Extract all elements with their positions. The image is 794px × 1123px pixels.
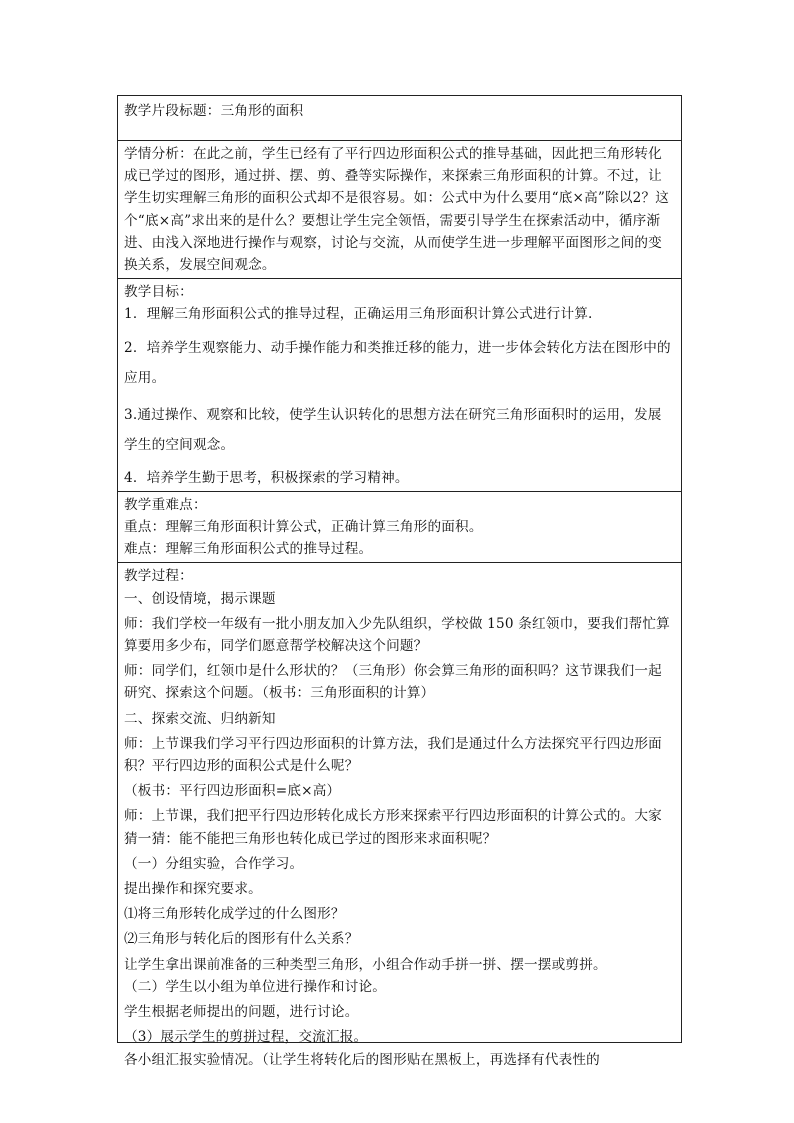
process-section-1: 一、创设情境，揭示课题 xyxy=(124,590,276,607)
process-paragraph: 师：我们学校一年级有一批小朋友加入少先队组织，学校做 150 条红领巾，要我们帮忙算算要用多少布，同学们愿意帮学校解决这个问题？ xyxy=(124,615,670,655)
analysis-row xyxy=(118,141,682,279)
process-subsection: （一）分组实验，合作学习。 xyxy=(124,855,304,872)
process-paragraph: 师：上节课，我们把平行四边形转化成长方形来探索平行四边形面积的计算公式的。大家猜一猜：能不能把三角形也转化成已学过的图形来求面积呢？ xyxy=(124,808,662,847)
process-question: ⑴将三角形转化成学过的什么图形？ xyxy=(124,906,345,923)
process-section-2: 二、探索交流、归纳新知 xyxy=(124,710,276,727)
process-row xyxy=(118,563,682,1043)
title-row xyxy=(118,96,682,141)
key-points-heading: 教学重难点： xyxy=(124,496,207,513)
process-paragraph: 师：同学们，红领巾是什么形状的？（三角形）你会算三角形的面积吗？这节课我们一起研究、探索这个问题。（板书：三角形面积的计算） xyxy=(124,663,662,702)
goals-heading: 教学目标： xyxy=(124,284,193,301)
analysis-text: 学情分析：在此之前，学生已经有了平行四边形面积公式的推导基础，因此把三角形转化成已学过的图形，通过拼、摆、剪、叠等实际操作，来探索三角形面积的计算。不过，让学生切实理解三角形的面积公式却不是很容易。如：公式中为什么要用“底×高”除以2？这个“底×高”求出来的是什么？要想让学生完全领悟，需要引导学生在探索活动中，循序渐进、由浅入深地进行操作与观察，讨论与交流，从而使学生进一步理解平面图形之间的变换关系，发展空间观念。 xyxy=(124,146,670,274)
lesson-title: 三角形的面积 xyxy=(220,103,304,119)
process-subsection: （3）展示学生的剪拼过程，交流汇报。 xyxy=(124,1029,368,1046)
goal-item-4: 4．培养学生勤于思考，积极探索的学习精神。 xyxy=(124,469,409,486)
title-cell xyxy=(118,96,682,141)
process-cell xyxy=(118,563,682,1068)
goal-item-2: 2．培养学生观察能力、动手操作能力和类推迁移的能力，进一步体会转化方法在图形中的应用。 xyxy=(124,339,671,386)
process-question: ⑵三角形与转化后的图形有什么关系？ xyxy=(124,931,359,948)
goals-cell xyxy=(118,279,682,492)
key-points-cell xyxy=(118,491,682,563)
goals-row xyxy=(118,279,682,492)
key-point: 重点：理解三角形面积计算公式，正确计算三角形的面积。 xyxy=(124,519,483,536)
analysis-cell xyxy=(118,141,682,279)
process-paragraph: 让学生拿出课前准备的三种类型三角形，小组合作动手拼一拼、摆一摆或剪拼。 xyxy=(124,956,607,973)
goal-item-1: 1．理解三角形面积公式的推导过程，正确运用三角形面积计算公式进行计算. xyxy=(124,306,593,323)
process-paragraph: 提出操作和探究要求。 xyxy=(124,881,262,898)
difficulty-point: 难点：理解三角形面积公式的推导过程。 xyxy=(124,541,373,558)
process-paragraph: （板书：平行四边形面积=底×高） xyxy=(124,783,341,800)
key-points-row xyxy=(118,491,682,563)
lesson-plan-table xyxy=(117,95,682,1068)
process-paragraph: 师：上节课我们学习平行四边形面积的计算方法，我们是通过什么方法探究平行四边形面积？平行四边形的面积公式是什么呢？ xyxy=(124,735,662,775)
title-label: 教学片段标题： xyxy=(124,103,221,119)
process-heading: 教学过程： xyxy=(124,568,193,585)
process-paragraph: 各小组汇报实验情况。（让学生将转化后的图形贴在黑板上，再选择有代表性的 xyxy=(124,1051,600,1068)
process-paragraph: 学生根据老师提出的问题，进行讨论。 xyxy=(124,1004,359,1021)
goal-item-3: 3.通过操作、观察和比较，使学生认识转化的思想方法在研究三角形面积时的运用，发展学生的空间观念。 xyxy=(124,406,662,453)
process-content xyxy=(124,565,675,1068)
process-subsection: （二）学生以小组为单位进行操作和讨论。 xyxy=(124,978,387,995)
